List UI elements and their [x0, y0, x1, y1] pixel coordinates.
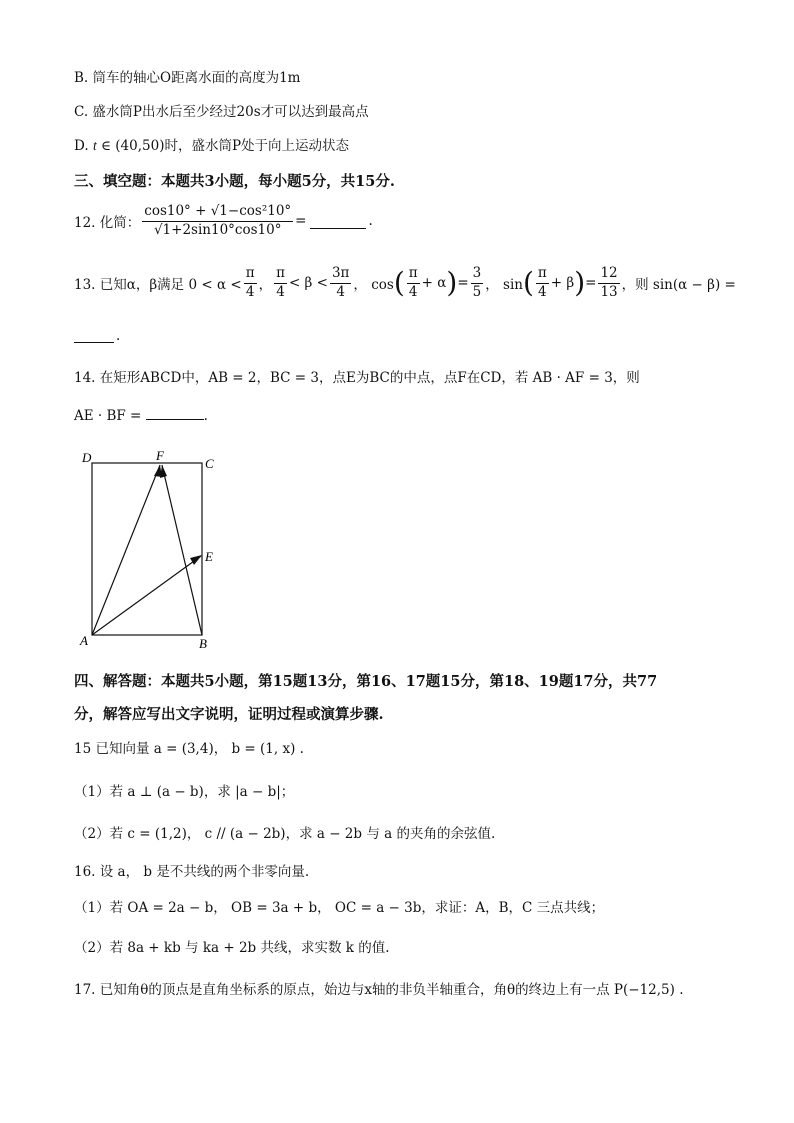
q13-prefix: 13. 已知α，β满足 0 < α < [74, 277, 242, 294]
question-15-part1: （1）若 a ⊥ (a − b)，求 |a − b|； [74, 784, 295, 800]
q12-fraction [142, 204, 293, 238]
question-14-line2: AE · BF = . [74, 408, 208, 424]
question-17-stem: 17. 已知角θ的顶点是直角坐标系的原点，始边与x轴的非负半轴重合，角θ的终边上有一点 P(−12,5) . [74, 982, 684, 998]
q13-cos-arg: $\frac{\pi}{4}$ [408, 265, 418, 300]
label-e: E [205, 549, 213, 564]
question-16-part1: （1）若 OA = 2a − b， OB = 3a + b， OC = a − 3b，求证：A，B，C 三点共线； [74, 900, 605, 916]
q12-answer-blank [310, 227, 366, 229]
question-14-line1: 14. 在矩形ABCD中，AB = 2，BC = 3，点E为BC的中点，点F在CD，若 AB · AF = 3，则 [74, 370, 640, 386]
label-f: F [156, 448, 164, 463]
q14-answer-blank [146, 418, 204, 420]
label-b: B [199, 636, 207, 651]
question-12: 12. 化简： $\frac{\text{cos10° + √1−cos²10°}}{√1+2\sin 10^\circ\cos 10^\circ}$ = . [74, 203, 373, 238]
option-d-text: 时，盛水筒P处于向上运动状态 [164, 138, 350, 154]
q13-frac-3pi4: $\frac{3\pi}{4}$ [331, 265, 350, 300]
section3-heading: 三、填空题：本题共3小题，每小题5分，共15分. [74, 173, 395, 190]
q13-frac-pi4-a: $\frac{\pi}{4}$ [245, 265, 255, 300]
q13-answer-blank [74, 342, 114, 343]
section4-heading-line2: 分，解答应写出文字说明，证明过程或演算步骤. [74, 706, 384, 723]
arrowhead-ae [190, 555, 202, 565]
q13-frac-pi4-b: $\frac{\pi}{4}$ [276, 265, 285, 300]
q12-numerator: cos10° + √1−cos²10° [142, 204, 293, 222]
q14-expression: AE · BF = [74, 408, 146, 424]
option-b [74, 66, 300, 86]
rectangle-abcd [92, 463, 202, 635]
arrowhead-bf [160, 465, 167, 478]
question-15-part2: （2）若 c = (1,2)， c // (a − 2b)，求 a − 2b 与 a 的夹角的余弦值. [74, 826, 496, 842]
rectangle-figure [70, 448, 230, 658]
question-16-stem: 16. 设 a， b 是不共线的两个非零向量. [74, 864, 310, 880]
q12-equals: = [295, 213, 307, 230]
label-d: D [82, 450, 92, 465]
option-b-text: B. 筒车的轴心O距离水面的高度为1m [74, 70, 301, 86]
option-c [74, 100, 369, 120]
question-16-part2: （2）若 8a + kb 与 ka + 2b 共线，求实数 k 的值. [74, 940, 390, 956]
label-a: A [80, 633, 88, 648]
q13-end: . [116, 328, 121, 344]
q13-tail: ，则 sin(α − β) = [621, 277, 736, 294]
q13-frac-12-13: $\frac{12}{13}$ [600, 265, 618, 300]
section4-heading-line1: 四、解答题：本题共5小题，第15题13分，第16、17题15分，第18、19题17分，共77 [74, 673, 658, 690]
option-d-var: t [92, 138, 97, 153]
vector-bf [162, 465, 202, 635]
q13-frac-3-5: $\frac{3}{5}$ [472, 265, 482, 300]
q12-prefix: 12. 化简： [74, 215, 141, 232]
option-d-label: D. [74, 138, 93, 154]
vector-af [92, 465, 160, 635]
q13-sin-arg: $\frac{\pi}{4}$ [537, 265, 547, 300]
question-13: 13. 已知α，β满足 0 < α < $\frac{\pi}{4}$ ， $\frac{\pi}{4}$ < β < $\frac{3\pi}{4}$ ， cos ( $\frac{\pi}{4}$ + α ) = $\frac{3}{5}$ ， sin ( $\frac{\pi}{4}$ + β ) = $\frac{12}{13}$ ，则 sin(α − β) = [74, 265, 736, 300]
label-c: C [205, 456, 214, 471]
q12-denominator: √1+2sin10°cos10° [153, 221, 282, 238]
option-d-interval: ∈ (40,50) [96, 138, 165, 154]
question-15-stem: 15 已知向量 a = (3,4)， b = (1, x) . [74, 741, 304, 757]
option-c-text: C. 盛水筒P出水后至少经过20s才可以达到最高点 [74, 104, 369, 120]
option-d [74, 134, 349, 154]
